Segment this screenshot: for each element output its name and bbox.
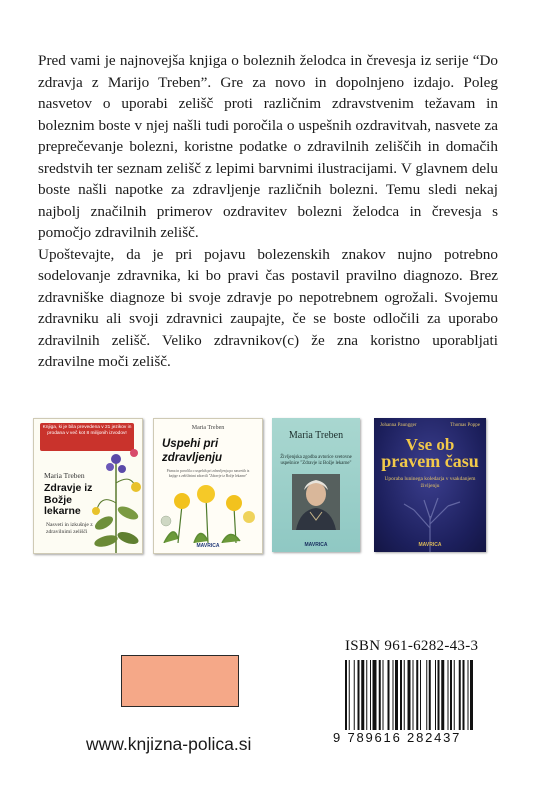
- price-sticker-box: [121, 655, 239, 707]
- book1-subtitle: Nasveti in izkušnje z zdravilnimi zelišči: [46, 522, 93, 535]
- book2-author: Maria Treben: [191, 425, 225, 431]
- book-cover-vse-ob-pravem-casu: [374, 418, 486, 552]
- book2-description: Pisma in poročila o uspehih pri zdravljenju po nasvetih iz knjige z zeliščnimi zdravili "Zdravje iz Božje lekarne": [166, 469, 250, 478]
- dandelion-illustration-icon: [154, 483, 262, 543]
- book-cover-maria-treben-biography: [272, 418, 360, 552]
- book1-author: Maria Treben: [44, 471, 85, 480]
- isbn-label: ISBN 961-6282-43-3: [345, 638, 479, 654]
- barcode-digits: 9 789616 282437: [333, 730, 462, 745]
- book4-author-2: Thomas Poppe: [450, 423, 480, 428]
- author-portrait-photo: [292, 474, 340, 530]
- book4-publisher: MAVRICA: [418, 542, 442, 548]
- book-cover-zdravje-iz-bozje-lekarne: [33, 418, 143, 554]
- book4-author-1: Johanna Paungger: [380, 423, 417, 428]
- book2-publisher: MAVRICA: [196, 543, 220, 549]
- book4-title-line-2: pravem času: [381, 451, 479, 471]
- book3-subtitle: Življenjska zgodba avtorice svetovne uspešnice "Zdravje iz Božje lekarne": [280, 455, 352, 466]
- blurb-paragraph-1: Pred vami je najnovejša knjiga o boleznih želodca in črevesja iz serije “Do zdravja z Marijo Treben”. Gre za novo in dopolnjeno izdajo. Poleg nasvetov o uporabi zelišč proti različnim zdravstvenim težavam in boleznim boste v njej našli tudi poročila o uspešnih ozdravitvah, nasvete za preprečevanje bolezni, koristne podatke o zdravilnih zeliščih in domačih sredstvih ter seznam zelišč z lepimi barvnimi ilustracijami. V glavnem delu boste našli napotke za zdravljenje različnih bolezni. Temu sledi nekaj najbolj značilnih primerov ozdravitev bolezni želodca in črevesja s pomočjo zdravilnih zelišč.: [38, 52, 498, 241]
- book3-publisher: MAVRICA: [304, 542, 328, 548]
- book4-authors: [380, 423, 480, 428]
- back-cover-blurb: [38, 50, 498, 373]
- barcode: [333, 660, 505, 745]
- book4-title: [374, 436, 486, 470]
- book4-subtitle: Uporaba luninega koledarja v vsakdanjem življenju: [384, 476, 476, 489]
- book3-author: Maria Treben: [288, 430, 344, 441]
- portrait-icon: [292, 474, 340, 530]
- book1-banner: Knjiga, ki je bila prevedena v 21 jezikov in prodana v več kot 8 milijonih izvodov!: [40, 423, 134, 451]
- website-url: www.knjizna-polica.si: [86, 734, 252, 754]
- book1-title: Zdravje iz Božje lekarne: [44, 482, 93, 517]
- barcode-icon: [345, 660, 503, 730]
- book4-title-line-1: Vse ob: [405, 435, 455, 454]
- book2-title: Uspehi pri zdravljenju: [162, 438, 223, 464]
- blurb-paragraph-2: Upoštevajte, da je pri pojavu bolezenskih znakov nujno potrebno sodelovanje zdravnika, ki bo pravi čas postavil pravilno diagnozo. Brez zdravniške diagnoze bi svoje zdravje po nepotrebnem ogrožali. Svojemu zdravniku ali svoji zdravnici zaupajte, če se boste odločili za uporabo zdravilnih zelišč. Veliko zdravnikov(c) že zna koristno uporabljati zdravilne moči zelišč.: [38, 245, 498, 370]
- book-cover-uspehi-pri-zdravljenju: [153, 418, 263, 554]
- plant-illustration-icon: [90, 443, 142, 553]
